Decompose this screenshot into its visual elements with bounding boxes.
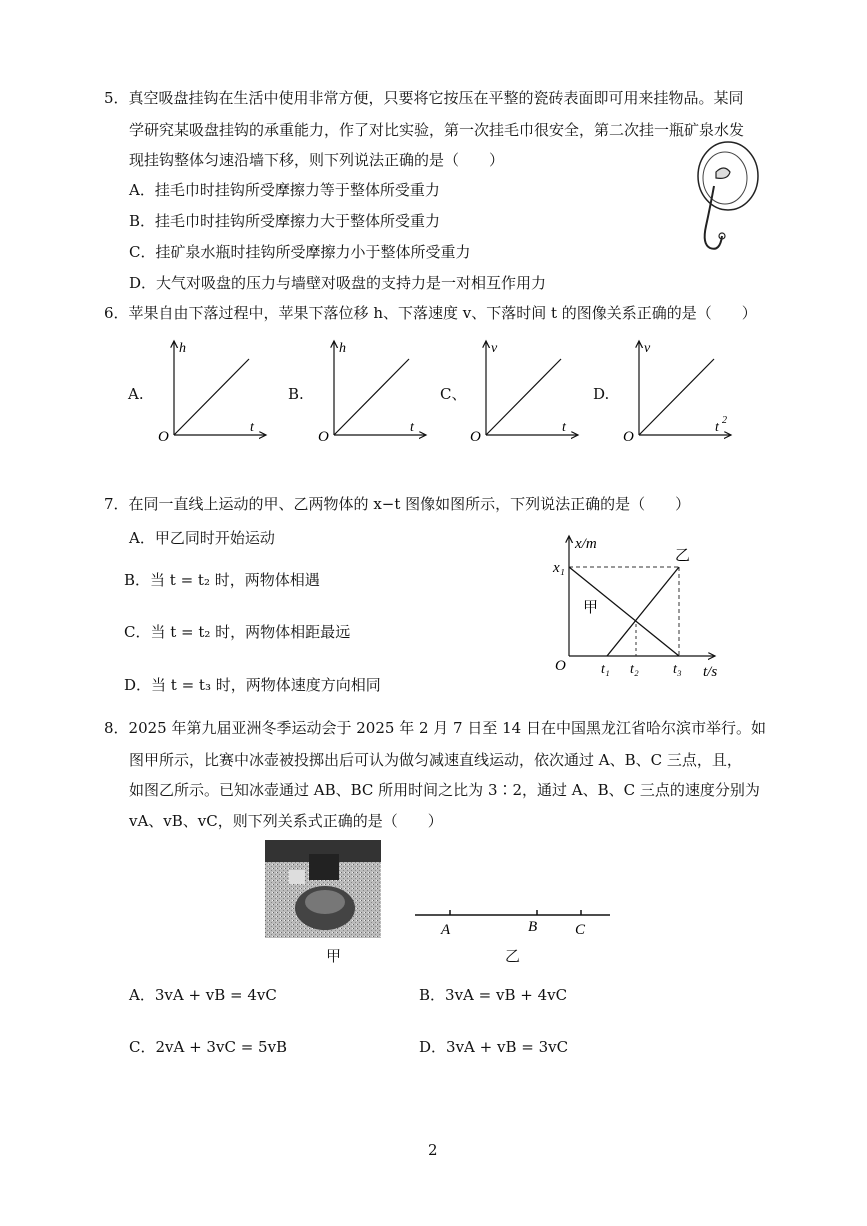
q7-x-label: t/s [703, 664, 718, 680]
q6-graph-c [466, 337, 581, 447]
q7-stem: 7．在同一直线上运动的甲、乙两物体的 x−t 图像如图所示，下列说法正确的是（ ） [104, 495, 691, 513]
q8-stem-line1: 8．2025 年第九届亚洲冬季运动会于 2025 年 2 月 7 日至 14 日在中国黑龙江省哈尔滨市举行。如 [104, 719, 766, 737]
q5-option-b: B．挂毛巾时挂钩所受摩擦力大于整体所受重力 [129, 212, 441, 230]
q6-graph-label-a: A. [128, 385, 144, 403]
q7-x-tick-t1: t₁ [601, 662, 610, 677]
q7-series-jia-label: 甲 [583, 600, 599, 616]
q6-origin: O [470, 429, 481, 445]
q8-option-d: D．3vA + vB = 3vC [419, 1038, 569, 1056]
q8-point-a: A [441, 922, 451, 938]
q7-option-b: B．当 t = t₂ 时，两物体相遇 [124, 571, 320, 589]
q8-stem-line4: vA、vB、vC，则下列关系式正确的是（ ） [129, 812, 443, 830]
q8-abc-line [410, 905, 615, 941]
q8-fig-a-caption: 甲 [326, 947, 342, 965]
q7-x-tick-t2: t₂ [630, 662, 639, 677]
q6-y-label: h [179, 341, 186, 356]
q6-stem: 6．苹果自由下落过程中，苹果下落位移 h、下落速度 v、下落时间 t 的图像关系正确的是（ ） [104, 304, 757, 322]
q7-series-yi [607, 567, 679, 656]
suction-hook-figure [684, 138, 770, 256]
page-number: 2 [428, 1141, 438, 1159]
q6-y-label: h [339, 341, 346, 356]
q6-x-label: t [250, 420, 254, 435]
q6-origin: O [158, 429, 169, 445]
q6-y-label: v [491, 341, 498, 356]
q8-stem-line3: 如图乙所示。已知冰壶通过 AB、BC 所用时间之比为 3∶2，通过 A、B、C 三点的速度分别为 [129, 781, 760, 799]
q5-stem-line3: 现挂钩整体匀速沿墙下移，则下列说法正确的是（ ） [129, 151, 505, 169]
q6-graph-d [619, 337, 734, 447]
q6-curve [639, 359, 714, 435]
q8-point-c: C [575, 922, 586, 938]
q6-origin: O [623, 429, 634, 445]
q8-option-b: B．3vA = vB + 4vC [419, 986, 568, 1004]
q6-x-label: t [715, 420, 719, 435]
q5-stem-line2: 学研究某吸盘挂钩的承重能力，作了对比实验，第一次挂毛巾很安全，第二次挂一瓶矿泉水发 [129, 121, 745, 139]
q7-y-label: x/m [575, 536, 597, 552]
q6-graph-label-d: D. [593, 385, 610, 403]
q7-x-tick-t3: t₃ [673, 662, 682, 677]
q7-y-tick-x1: x₁ [553, 560, 565, 576]
q6-x-label: t [410, 420, 414, 435]
q6-x-label: t [562, 420, 566, 435]
q6-graph-label-c: C、 [440, 385, 467, 403]
q7-series-yi-label: 乙 [675, 548, 691, 564]
q8-option-c: C．2vA + 3vC = 5vB [129, 1038, 288, 1056]
q6-y-label: v [644, 341, 651, 356]
q7-option-a: A．甲乙同时开始运动 [129, 529, 275, 547]
curling-photo [265, 840, 381, 938]
q6-origin: O [318, 429, 329, 445]
q7-option-c: C．当 t = t₂ 时，两物体相距最远 [124, 623, 351, 641]
q7-option-d: D．当 t = t₃ 时，两物体速度方向相同 [124, 676, 381, 694]
q6-curve [486, 359, 561, 435]
q8-fig-b-caption: 乙 [505, 947, 521, 965]
q5-option-c: C．挂矿泉水瓶时挂钩所受摩擦力小于整体所受重力 [129, 243, 471, 261]
q6-graph-label-b: B. [288, 385, 304, 403]
q7-origin-label: O [555, 658, 566, 674]
q8-option-a: A．3vA + vB = 4vC [129, 986, 277, 1004]
q7-xt-chart [545, 530, 730, 685]
q8-stem-line2: 图甲所示，比赛中冰壶被投掷出后可认为做匀减速直线运动，依次通过 A、B、C 三点，且， [129, 751, 742, 769]
q6-curve [174, 359, 249, 435]
q8-point-b: B [528, 919, 538, 935]
q6-curve [334, 359, 409, 435]
q5-stem-line1: 5．真空吸盘挂钩在生活中使用非常方便，只要将它按压在平整的瓷砖表面即可用来挂物品。某同 [104, 89, 744, 107]
q6-graph-a [154, 337, 269, 447]
q6-x-sup: 2 [722, 415, 727, 426]
q6-graph-b [314, 337, 429, 447]
q5-option-d: D．大气对吸盘的压力与墙壁对吸盘的支持力是一对相互作用力 [129, 274, 547, 292]
q5-option-a: A．挂毛巾时挂钩所受摩擦力等于整体所受重力 [129, 181, 440, 199]
